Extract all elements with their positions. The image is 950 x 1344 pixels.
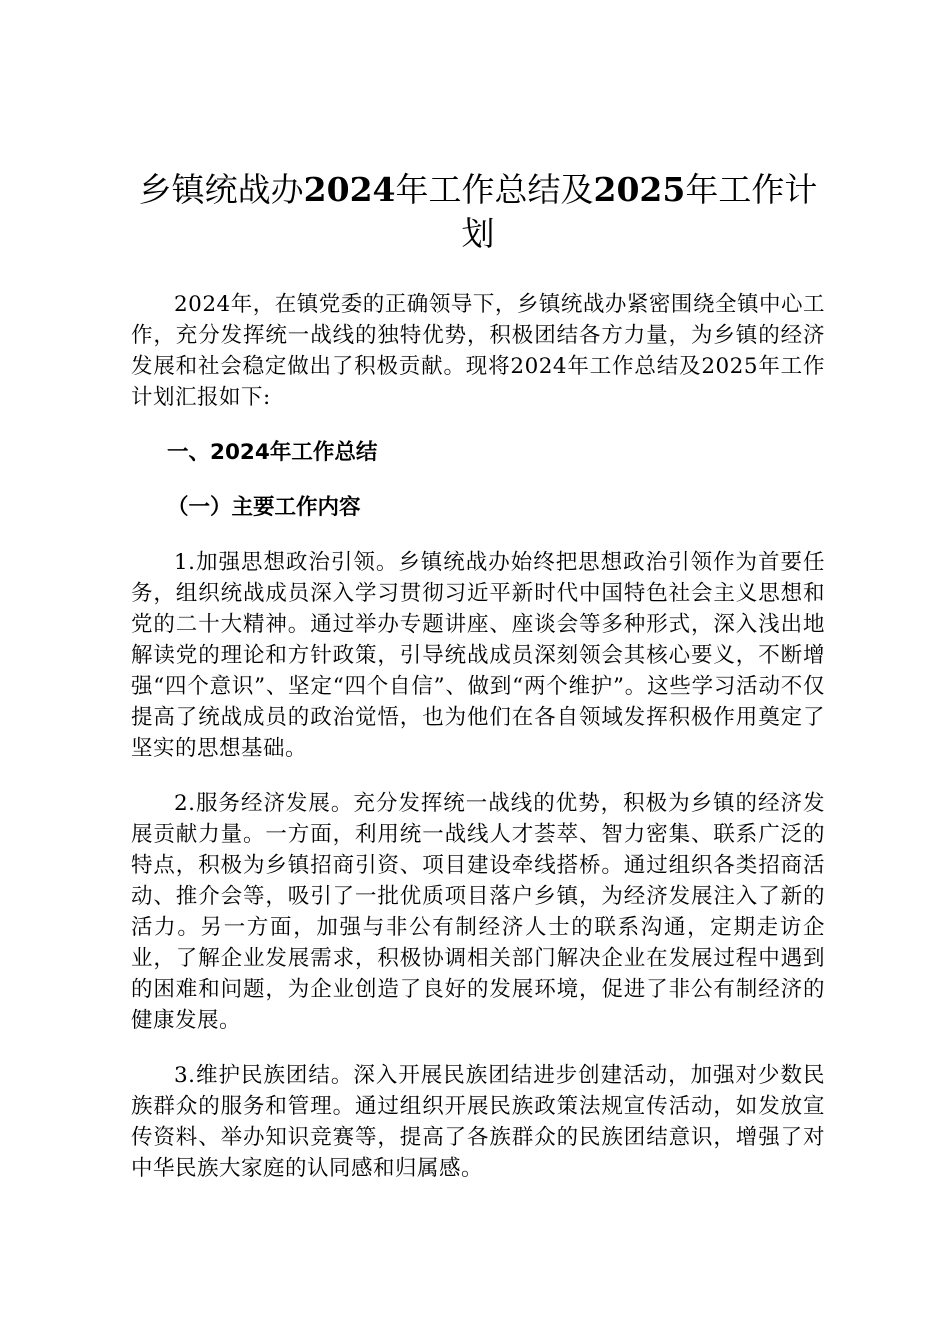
title-year-2024: 2024 [303, 170, 396, 209]
item-ethnic-unity: 3.维护民族团结。深入开展民族团结进步创建活动，加强对少数民族群众的服务和管理。通过组织开展民族政策法规宣传活动，如发放宣传资料、举办知识竞赛等，提高了各族群众的民族团结意识，增强了对中华民族大家庭的认同感和归属感。 [131, 1063, 825, 1181]
title-part-3: 年工作计划 [461, 170, 818, 253]
title-part-1: 乡镇统战办 [138, 170, 304, 209]
item-economic-development: 2.服务经济发展。充分发挥统一战线的优势，积极为乡镇的经济发展贡献力量。一方面，利用统一战线人才荟萃、智力密集、联系广泛的特点，积极为乡镇招商引资、项目建设牵线搭桥。通过组织各类招商活动、推介会等，吸引了一批优质项目落户乡镇，为经济发展注入了新的活力。另一方面，加强与非公有制经济人士的联系沟通，定期走访企业，了解企业发展需求，积极协调相关部门解决企业在发展过程中遇到的困难和问题，为企业创造了良好的发展环境，促进了非公有制经济的健康发展。 [131, 791, 825, 1033]
subsection-heading-main-work: （一）主要工作内容 [167, 495, 361, 520]
title-year-2025: 2025 [593, 170, 686, 209]
intro-paragraph: 2024年，在镇党委的正确领导下，乡镇统战办紧密围绕全镇中心工作，充分发挥统一战线的独特优势，积极团结各方力量，为乡镇的经济发展和社会稳定做出了积极贡献。现将2024年工作总结及2025年工作计划汇报如下: [131, 292, 825, 410]
title-part-2: 年工作总结及 [395, 170, 594, 209]
section-heading-work-summary: 一、2024年工作总结 [167, 440, 378, 465]
item-ideological-guidance: 1.加强思想政治引领。乡镇统战办始终把思想政治引领作为首要任务，组织统战成员深入学习贯彻习近平新时代中国特色社会主义思想和党的二十大精神。通过举办专题讲座、座谈会等多种形式，深入浅出地解读党的理论和方针政策，引导统战成员深刻领会其核心要义，不断增强“四个意识”、坚定“四个自信”、做到“两个维护”。这些学习活动不仅提高了统战成员的政治觉悟，也为他们在各自领域发挥积极作用奠定了坚实的思想基础。 [131, 550, 825, 761]
document-title [131, 168, 825, 256]
document-page [131, 168, 825, 1184]
